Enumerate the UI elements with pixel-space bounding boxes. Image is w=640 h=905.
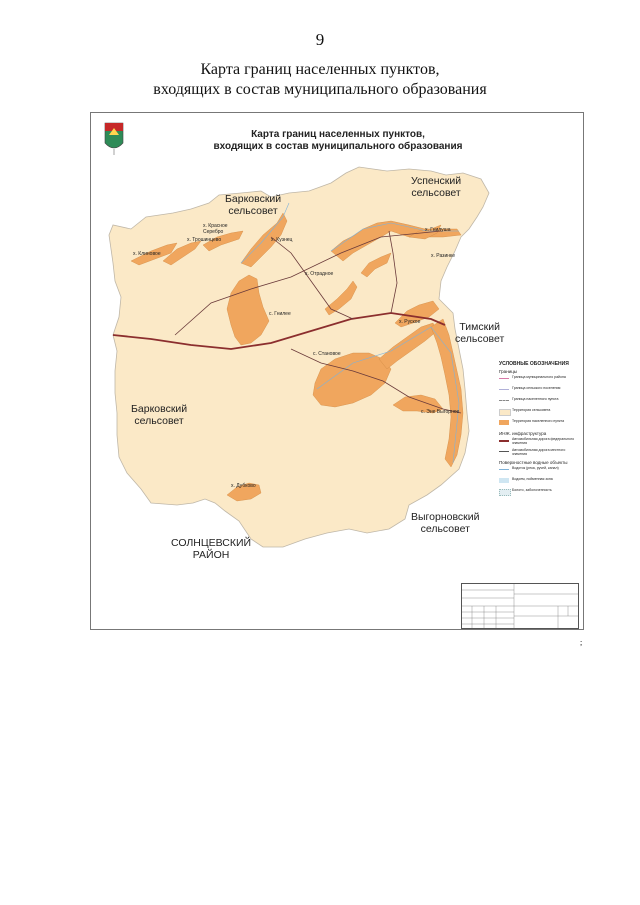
title-block-stamp <box>461 583 579 629</box>
legend-section-roads <box>499 431 581 458</box>
map-title-line-1: Карта границ населенных пунктов, <box>251 129 425 140</box>
legend-swatch <box>499 409 511 416</box>
legend-item <box>499 418 581 429</box>
region-label-uspensky: Успенский сельсовет <box>411 175 462 199</box>
region-label-timsky: Тимский сельсовет <box>455 321 505 345</box>
legend-item <box>499 487 581 498</box>
map-frame <box>90 112 584 630</box>
legend-item-label: Автомобильная дорога федерального значения <box>512 437 575 445</box>
legend-swatch <box>499 440 509 442</box>
legend-swatch <box>499 451 509 452</box>
legend-item-label: Территория населенного пункта <box>512 419 565 423</box>
settlement-label-razinke: х. Разинке <box>431 253 456 259</box>
settlement-label-dubkovo: х. Дубково <box>231 483 256 489</box>
settlement-label-stanovoe: с. Становое <box>313 351 341 357</box>
legend-item-label: Водоем, пойменная зона <box>512 477 553 481</box>
legend-section-head: Границы <box>499 369 517 374</box>
settlement-label-gnilee: с. Гнилее <box>269 311 291 317</box>
legend-item-label: Автомобильная дорога местного значения <box>512 448 566 456</box>
map-legend <box>499 361 581 498</box>
legend-item <box>499 407 581 418</box>
legend-item <box>499 374 581 385</box>
legend-section-head: Поверхностные водные объекты <box>499 460 568 465</box>
document-title <box>0 60 640 100</box>
legend-item-label: Территория сельсовета <box>512 408 551 412</box>
district-territory <box>109 167 489 547</box>
legend-swatch <box>499 489 511 496</box>
legend-item <box>499 385 581 396</box>
map-title-line-2: входящих в состав муниципального образования <box>213 141 463 152</box>
legend-item <box>499 396 581 407</box>
settlement-label-troshintsevo: х. Трошинцево <box>187 237 222 243</box>
settlement-label-otradnoe: х. Отрадное <box>305 271 334 277</box>
region-label-barkovsky-west: Барковский сельсовет <box>131 403 188 427</box>
settlement-label-gnilusha: х. Гнилуша <box>425 227 451 233</box>
settlement-label-klinovoe: х. Клиновое <box>133 251 161 257</box>
legend-swatch <box>499 478 509 483</box>
legend-item <box>499 436 581 447</box>
legend-swatch <box>499 469 509 470</box>
region-label-vygornovsky: Выгорновский сельсовет <box>411 511 480 535</box>
settlement-label-krasnoye-serebro: х. Красное Серебро <box>203 223 228 235</box>
legend-title: УСЛОВНЫЕ ОБОЗНАЧЕНИЯ <box>499 361 569 367</box>
settlement-label-ruskie: х. Руское <box>399 319 421 325</box>
legend-section-borders <box>499 369 581 429</box>
region-label-solntsevsky: СОЛНЦЕВСКИЙ РАЙОН <box>171 537 252 561</box>
side-mark: ; <box>580 638 583 647</box>
page-number: 9 <box>315 30 325 49</box>
legend-swatch <box>499 420 509 425</box>
legend-item <box>499 465 581 476</box>
stamp-grid <box>462 584 578 628</box>
document-title-line-2: входящих в состав муниципального образования <box>153 81 487 98</box>
legend-item-label: Водоток (река, ручей, канал) <box>512 466 559 470</box>
document-title-line-1: Карта границ населенных пунктов, <box>200 61 440 78</box>
map-title <box>91 129 585 153</box>
legend-swatch <box>499 400 509 401</box>
legend-item-label: Граница муниципального района <box>512 375 566 379</box>
legend-item <box>499 476 581 487</box>
legend-section-water <box>499 460 581 498</box>
region-label-barkovsky-north: Барковский сельсовет <box>225 193 282 217</box>
legend-section-head: ИНЖ. инфраструктура <box>499 431 547 436</box>
legend-item-label: Граница населенного пункта <box>512 397 559 401</box>
legend-item-label: Болото, заболоченность <box>512 488 552 492</box>
settlement-label-kuznets: х. Кузнец <box>271 237 293 243</box>
settlement-label-ehe-vygornoe: с. Эне Выгорное <box>421 409 460 415</box>
legend-swatch <box>499 378 509 379</box>
legend-item <box>499 447 581 458</box>
legend-swatch <box>499 389 509 390</box>
legend-item-label: Граница сельского поселения <box>512 386 561 390</box>
